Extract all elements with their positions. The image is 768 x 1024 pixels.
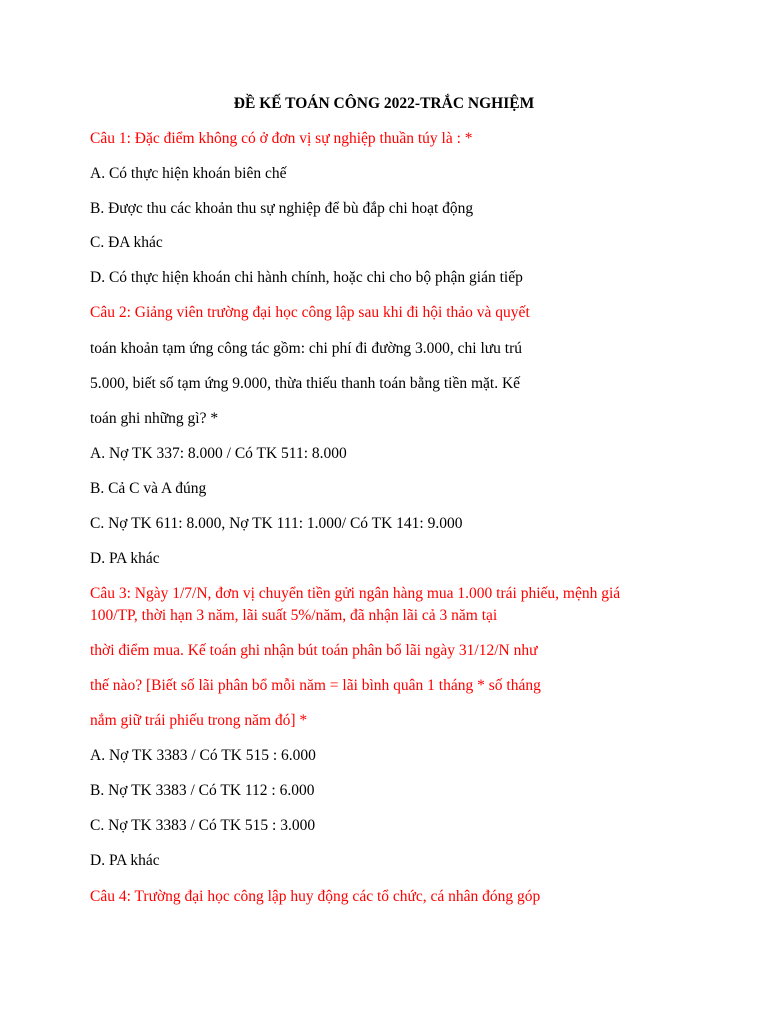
question-1-option-a: A. Có thực hiện khoán biên chế [90,165,287,182]
question-1-option-d: D. Có thực hiện khoán chi hành chính, hoặc chi cho bộ phận gián tiếp [90,269,523,286]
question-2-option-c: C. Nợ TK 611: 8.000, Nợ TK 111: 1.000/ Có TK 141: 9.000 [90,515,463,532]
question-2-line-1: Câu 2: Giảng viên trường đại học công lập sau khi đi hội thảo và quyết [90,304,530,321]
question-4-line-1: Câu 4: Trường đại học công lập huy động các tổ chức, cá nhân đóng góp [90,888,541,905]
question-2-option-d: D. PA khác [90,550,160,567]
question-3-line-4: thế nào? [Biết số lãi phân bổ mỗi năm = lãi bình quân 1 tháng * số tháng [90,677,541,694]
question-3-line-5: nắm giữ trái phiếu trong năm đó] * [90,712,308,729]
question-3-line-2: 100/TP, thời hạn 3 năm, lãi suất 5%/năm, đã nhận lãi cả 3 năm tại [90,607,498,624]
question-3-option-b: B. Nợ TK 3383 / Có TK 112 : 6.000 [90,782,315,799]
page-title: ĐỀ KẾ TOÁN CÔNG 2022-TRẮC NGHIỆM [233,95,535,112]
question-3-option-a: A. Nợ TK 3383 / Có TK 515 : 6.000 [90,747,316,764]
question-1-text: Câu 1: Đặc điểm không có ở đơn vị sự nghiệp thuần túy là : * [90,130,473,147]
question-3-option-d: D. PA khác [90,852,160,869]
question-1-option-b: B. Được thu các khoản thu sự nghiệp để bù đắp chi hoạt động [90,200,474,217]
question-2-line-4: toán ghi những gì? * [90,410,219,427]
question-3-line-3: thời điểm mua. Kế toán ghi nhận bút toán phân bổ lãi ngày 31/12/N như [90,642,538,659]
question-2-option-a: A. Nợ TK 337: 8.000 / Có TK 511: 8.000 [90,445,347,462]
question-1-option-c: C. ĐA khác [90,234,163,251]
question-3-line-1: Câu 3: Ngày 1/7/N, đơn vị chuyển tiền gửi ngân hàng mua 1.000 trái phiếu, mệnh giá [90,585,621,602]
question-2-option-b: B. Cả C và A đúng [90,480,207,497]
question-2-line-3: 5.000, biết số tạm ứng 9.000, thừa thiếu thanh toán bằng tiền mặt. Kế [90,375,521,392]
question-2-line-2: toán khoản tạm ứng công tác gồm: chi phí đi đường 3.000, chi lưu trú [90,340,523,357]
question-3-option-c: C. Nợ TK 3383 / Có TK 515 : 3.000 [90,817,316,834]
